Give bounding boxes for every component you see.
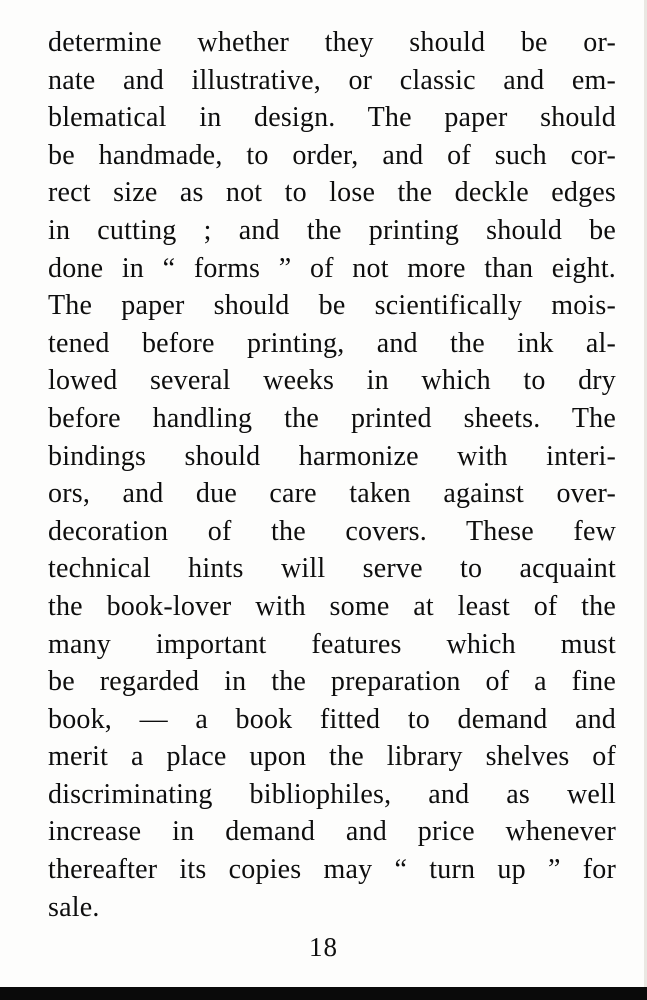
text-line: in cutting ; and the printing should be	[48, 214, 616, 246]
page-number: 18	[309, 932, 338, 962]
text-line: thereafter its copies may “ turn up ” for	[48, 854, 616, 886]
text-line: rect size as not to lose the deckle edges	[48, 177, 616, 209]
text-line: done in “ forms ” of not more than eight.	[48, 252, 616, 284]
text-line: sale.	[48, 891, 100, 923]
scan-edge-bottom	[0, 987, 647, 1000]
text-block	[48, 24, 616, 926]
text-line: nate and illustrative, or classic and em-	[48, 64, 616, 96]
text-line: technical hints will serve to acquaint	[48, 553, 616, 585]
text-line: increase in demand and price whenever	[48, 816, 616, 848]
text-line: merit a place upon the library shelves of	[48, 741, 616, 773]
text-line: blematical in design. The paper should	[48, 102, 616, 134]
text-line: lowed several weeks in which to dry	[48, 365, 616, 397]
text-line: book, — a book fitted to demand and	[48, 703, 616, 735]
text-line: ors, and due care taken against over-	[48, 478, 616, 510]
text-line: be handmade, to order, and of such cor-	[48, 139, 616, 171]
text-line: many important features which must	[48, 628, 616, 660]
text-line: be regarded in the preparation of a fine	[48, 666, 616, 698]
text-line: tened before printing, and the ink al-	[48, 327, 616, 359]
text-line: before handling the printed sheets. The	[48, 402, 616, 434]
text-line: the book-lover with some at least of the	[48, 590, 616, 622]
text-line: decoration of the covers. These few	[48, 515, 616, 547]
text-line: bindings should harmonize with interi-	[48, 440, 616, 472]
text-line: discriminating bibliophiles, and as well	[48, 778, 616, 810]
text-line: determine whether they should be or-	[48, 27, 616, 58]
text-line: The paper should be scientifically mois-	[48, 290, 616, 322]
